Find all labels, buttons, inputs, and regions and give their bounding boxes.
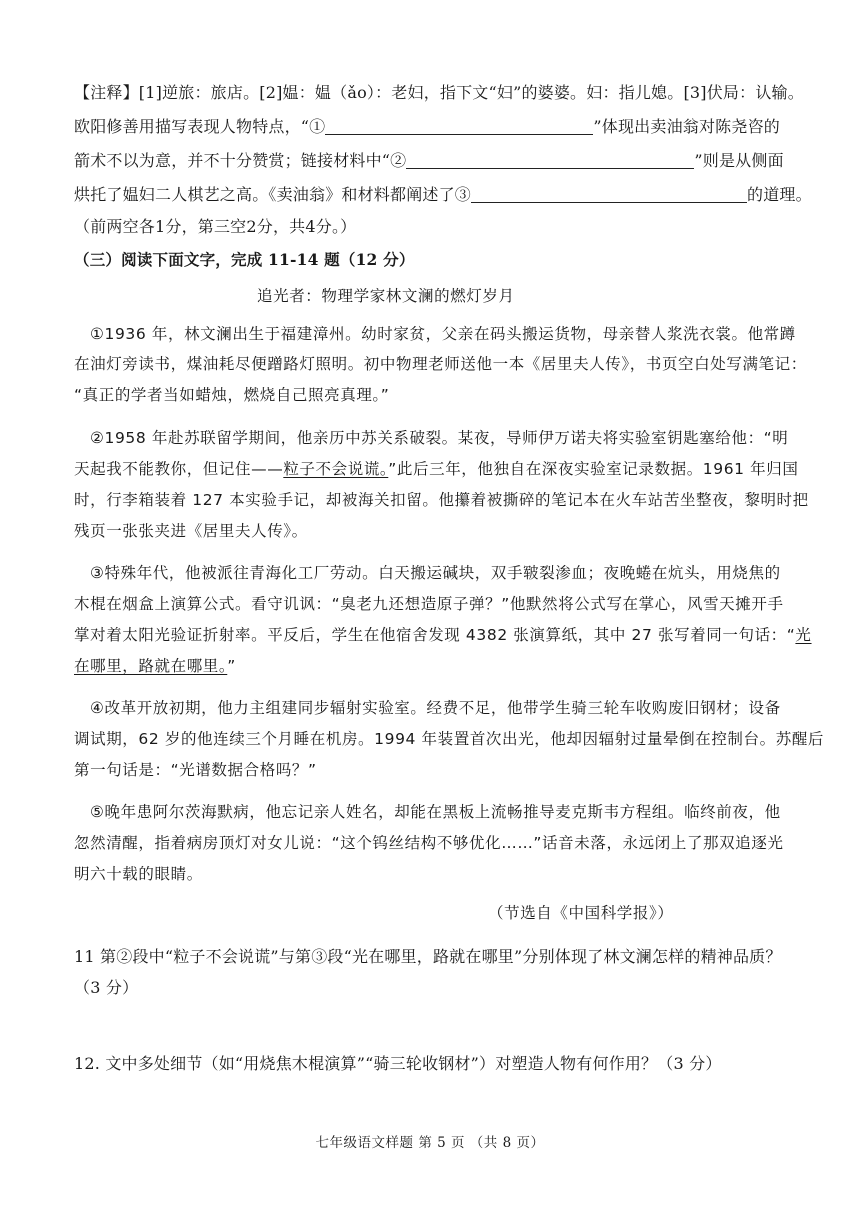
underlined-quote: 在哪里，路就在哪里。 [74, 657, 228, 675]
text-run: ” [227, 657, 236, 675]
text-run: 天起我不能教你，但记住—— [74, 460, 284, 478]
paragraph-2-line: ②1958 年赴苏联留学期间，他亲历中苏关系破裂。某夜，导师伊万诺夫将实验室钥匙塞给他：“明 [90, 429, 789, 447]
paragraph-5-line: 忽然清醒，指着病房顶灯对女儿说：“这个钨丝结构不够优化……”话音未落，永远闭上了那双追逐光 [74, 834, 784, 852]
question-12: 12. 文中多处细节（如“用烧焦木棍演算”“骑三轮收钢材”）对塑造人物有何作用？（3 分） [74, 1054, 722, 1073]
answer-blank-2[interactable] [406, 153, 694, 169]
annotation-line-4 [74, 182, 812, 205]
underlined-quote: 光 [795, 626, 812, 644]
prompt-text: ”则是从侧面 [694, 151, 784, 170]
paragraph-4-line: 第一句话是：“光谱数据合格吗？” [74, 761, 317, 779]
paragraph-3-line [74, 654, 236, 676]
paragraph-4-line: ④改革开放初期，他力主组建同步辐射实验室。经费不足，他带学生骑三轮车收购废旧钢材；设备 [90, 699, 781, 717]
article-title: 追光者：物理学家林文澜的燃灯岁月 [257, 287, 515, 305]
paragraph-1-line: “真正的学者当如蜡烛，燃烧自己照亮真理。” [74, 386, 390, 404]
text-run: 掌对着太阳光验证折射率。平反后，学生在他宿舍发现 4382 张演算纸，其中 27 张写着同一句话：“ [74, 626, 796, 644]
paragraph-2-line [74, 457, 798, 479]
text-run: ”此后三年，他独自在深夜实验室记录数据。1961 年归国 [388, 460, 799, 478]
paragraph-2-line: 时，行李箱装着 127 本实验手记，却被海关扣留。他攥着被撕碎的笔记本在火车站苦坐整夜，黎明时把 [74, 491, 809, 509]
answer-blank-3[interactable] [471, 187, 747, 203]
prompt-text: 欧阳修善用描写表现人物特点，“① [74, 117, 326, 136]
score-note: （前两空各1分，第三空2分，共4分。） [74, 217, 357, 236]
paragraph-4-line: 调试期，62 岁的他连续三个月睡在机房。1994 年装置首次出光，他却因辐射过量晕倒在控制台。苏醒后 [74, 730, 825, 748]
answer-blank-1[interactable] [325, 119, 593, 135]
paragraph-1-line: 在油灯旁读书，煤油耗尽便蹭路灯照明。初中物理老师送他一本《居里夫人传》，书页空白处写满笔记： [74, 355, 807, 373]
question-11: 11 第②段中“粒子不会说谎”与第③段“光在哪里，路就在哪里”分别体现了林文澜怎样的精神品质？ [74, 947, 782, 966]
prompt-text: ”体现出卖油翁对陈尧咨的 [593, 117, 780, 136]
paragraph-3-line: ③特殊年代，他被派往青海化工厂劳动。白天搬运碱块，双手皲裂渗血；夜晚蜷在炕头，用烧焦的 [90, 564, 781, 582]
paragraph-3-line: 木棍在烟盒上演算公式。看守讥讽：“臭老九还想造原子弹？”他默然将公式写在掌心，风雪天摊开手 [74, 595, 784, 613]
underlined-quote: 粒子不会说谎。 [283, 460, 389, 478]
prompt-text: 的道理。 [747, 185, 812, 204]
annotation-line-2 [74, 114, 780, 137]
paragraph-5-line: 明六十载的眼睛。 [74, 865, 203, 883]
annotation-line-1: 【注释】[1]逆旅：旅店。[2]媪：媪（ǎo）：老妇，指下文“妇”的婆婆。妇：指儿媳。[3]伏局：认输。 [74, 83, 804, 102]
annotation-line-3 [74, 148, 784, 171]
paragraph-3-line [74, 623, 812, 645]
paragraph-2-line: 残页一张张夹进《居里夫人传》。 [74, 522, 308, 540]
paragraph-1-line: ①1936 年，林文澜出生于福建漳州。幼时家贫，父亲在码头搬运货物，母亲替人浆洗衣裳。他常蹲 [90, 325, 796, 343]
prompt-text: 烘托了媪妇二人棋艺之高。《卖油翁》和材料都阐述了③ [74, 185, 472, 204]
paragraph-5-line: ⑤晚年患阿尔茨海默病，他忘记亲人姓名，却能在黑板上流畅推导麦克斯韦方程组。临终前夜，他 [90, 803, 781, 821]
section-heading: （三）阅读下面文字，完成 11-14 题（12 分） [74, 250, 415, 269]
prompt-text: 箭术不以为意，并不十分赞赏；链接材料中“② [74, 151, 407, 170]
page-footer: 七年级语文样题 第 5 页 （共 8 页） [315, 1135, 545, 1151]
question-11-score: （3 分） [74, 978, 139, 997]
article-source: （节选自《中国科学报》） [488, 904, 674, 922]
